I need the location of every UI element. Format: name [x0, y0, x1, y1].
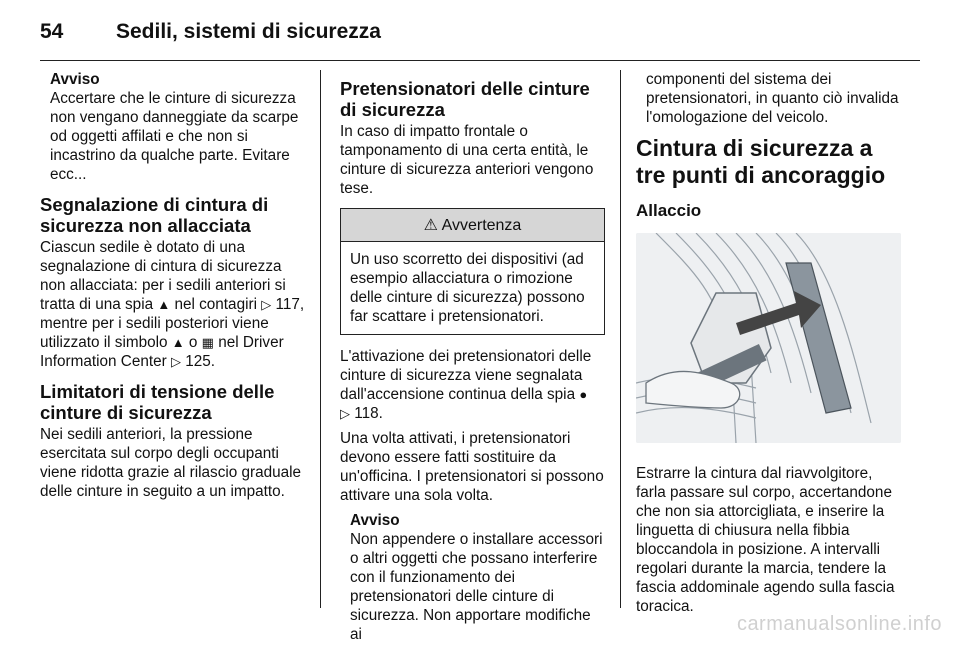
paragraph-fastening: Estrarre la cintura dal riavvolgitore, farla passare sul corpo, accertandone che non sia attorcigliata, e inserire la linguetta di chiusura nella fibbia bloccandola in posizione. A intervalli regolari durante la marcia, tendere la fascia addominale agendo sulla fascia toracica. [636, 465, 895, 615]
watermark: carmanualsonline.info [736, 613, 942, 635]
seatbelt-fastening-illustration [636, 233, 901, 443]
page-ref-arrow-icon: ▷ [261, 297, 272, 312]
warning-box [340, 208, 605, 335]
warning-text: Un uso scorretto dei dispositivi (ad esempio allacciatura o rimozione delle cinture di sicurezza) possono far scattare i pretensionatori. [350, 251, 585, 325]
column-divider-2 [620, 70, 621, 608]
note-block-2 [340, 511, 605, 644]
paragraph-pretensioners: In caso di impatto frontale o tamponamento di una certa entità, le cinture di sicurezza anteriori vengono tese. [340, 123, 594, 197]
section-heading-pretensioners: Pretensionatori delle cinture di sicurezza [340, 78, 590, 120]
section-heading-three-point-belt: Cintura di sicurezza a tre punti di ancoraggio [636, 135, 886, 188]
column-right [636, 70, 906, 622]
column-left [40, 70, 305, 507]
warning-triangle-icon: ⚠ [423, 217, 439, 234]
page-ref-arrow-icon-3: ▷ [340, 406, 350, 421]
page-title: Sedili, sistemi di sicurezza [116, 20, 381, 43]
warning-title: Avvertenza [441, 217, 522, 234]
header-divider [40, 60, 920, 61]
airbag-seatbelt-icon: ● [579, 387, 588, 402]
note-block [40, 70, 305, 184]
seatbelt-icon: ▲ [157, 297, 171, 312]
page-number: 54 [40, 20, 64, 43]
page-ref-arrow-icon-2: ▷ [170, 354, 181, 369]
paragraph-replacement: Una volta attivati, i pretensionatori devono essere fatti sostituire da un'officina. I pretensionatori si possono attivare una sola volta. [340, 430, 604, 504]
section-heading-tension-limiters: Limitatori di tensione delle cinture di sicurezza [40, 381, 275, 423]
column-divider-1 [320, 70, 321, 608]
paragraph-tension-limiters: Nei sedili anteriori, la pressione esercitata sul corpo degli occupanti viene ridotta grazie al rilascio graduale delle cinture in seguito a un impatto. [40, 426, 302, 500]
subheading-fastening: Allaccio [636, 201, 702, 220]
seatbelt-icon-rear: ▲ [171, 335, 185, 350]
note-title: Avviso [50, 71, 100, 88]
paragraph-activation: L'attivazione dei pretensionatori delle cinture di sicurezza viene segnalata dall'accensione continua della spia ● ▷ 118. [340, 348, 592, 422]
note-text-2: Non appendere o installare accessori o altri oggetti che possano interferire con il funzionamento dei pretensionatori delle cinture di sicurezza. Non apportare modifiche ai [350, 531, 603, 643]
page-header [40, 14, 920, 54]
column-middle [340, 70, 605, 650]
section-heading-warning-light: Segnalazione di cintura di sicurezza non allacciata [40, 194, 269, 236]
warning-box-header [341, 209, 604, 242]
note-title-2: Avviso [350, 512, 400, 529]
seat-grid-icon: ▦ [201, 335, 214, 350]
note-text: Accertare che le cinture di sicurezza non vengano danneggiate da scarpe od oggetti affilati e che non si incastrino da qualche parte. Evitare ecc... [50, 90, 299, 183]
note-continuation: componenti del sistema dei pretensionatori, in quanto ciò invalida l'omologazione del veicolo. [646, 71, 899, 126]
paragraph-warning-light: Ciascun sedile è dotato di una segnalazione di cintura di sicurezza non allacciata: per i sedili anteriori si tratta di una spia ▲ nel contagiri ▷ 117, mentre per i sedili posteriori viene utilizzato il simbolo ▲ o ▦ nel Driver Information Center ▷ 125. [40, 239, 305, 370]
